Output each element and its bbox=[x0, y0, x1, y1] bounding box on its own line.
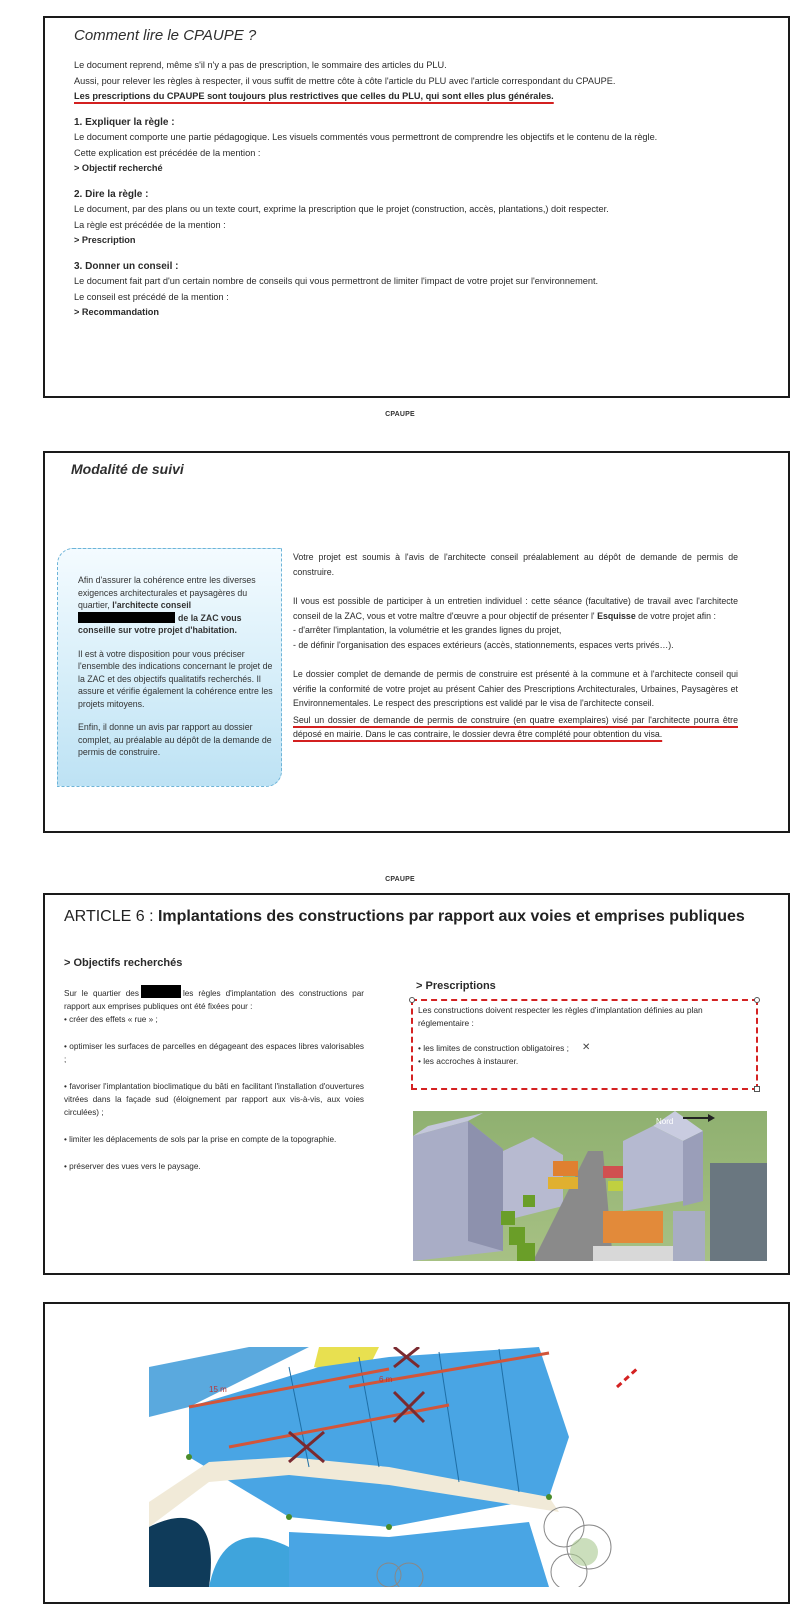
section-line: Le document, par des plans ou un texte court, exprime la prescription que le projet (construction, accès, plantations,) doit respecter. bbox=[74, 204, 609, 214]
objective-item: • favoriser l'implantation bioclimatique du bâti en facilitant l'installation d'ouvertures vitrées dans la façade sud (éloignement par rapport aux vis-à-vis, aux voies circulées) ; bbox=[64, 1082, 364, 1117]
section-advice bbox=[74, 259, 774, 321]
objective-item: • optimiser les surfaces de parcelles en dégageant des espaces libres valorisables ; bbox=[64, 1042, 364, 1064]
paragraph-text: Il vous est possible de participer à un entretien individuel : cette séance (facultative) de travail avec l'architecte conseil de la ZAC, vous et votre maître d'œuvre a pour objectif de présenter l' bbox=[293, 596, 738, 621]
underlined-paragraph bbox=[293, 713, 738, 742]
article-6-panel bbox=[43, 893, 790, 1275]
regulatory-plan-panel bbox=[43, 1302, 790, 1604]
paragraph-text: de votre projet afin : bbox=[638, 610, 716, 621]
redaction-bar bbox=[78, 612, 175, 623]
bubble-bold: de la ZAC vous conseille sur votre projet d'habitation. bbox=[78, 612, 242, 635]
reading-guide-body bbox=[74, 58, 774, 321]
page-caption: CPAUPE bbox=[385, 411, 415, 418]
section-mention: > Prescription bbox=[74, 235, 136, 245]
follow-up-text bbox=[293, 550, 738, 757]
intro-line: Aussi, pour relever les règles à respecter, il vous suffit de mettre côte à côte l'article du PLU avec l'article correspondant du CPAUPE. bbox=[74, 75, 616, 86]
objectives-list bbox=[64, 985, 364, 1187]
close-icon[interactable]: ✕ bbox=[582, 1042, 591, 1053]
bullet-item: - d'arrêter l'implantation, la volumétrie et les grandes lignes du projet, bbox=[293, 625, 562, 635]
objectives-intro bbox=[64, 985, 364, 1026]
resize-handle[interactable] bbox=[754, 997, 760, 1003]
bubble-paragraph bbox=[78, 574, 273, 637]
section-heading: 3. Donner un conseil : bbox=[74, 260, 179, 272]
intro-line: Le document reprend, même s'il n'y a pas de prescription, le sommaire des articles du PLU. bbox=[74, 60, 447, 70]
regulatory-plan-map bbox=[149, 1347, 639, 1587]
bubble-paragraph: Il est à votre disposition pour vous préciser l'ensemble des indications concernant le projet de la ZAC et des objectifs qualitatifs recherchés. Il assure et vérifie également la cohérence entre les projets mitoyens. bbox=[78, 648, 273, 709]
prescriptions-box[interactable] bbox=[411, 999, 758, 1090]
section-heading: 2. Dire la règle : bbox=[74, 188, 149, 200]
resize-handle[interactable] bbox=[409, 997, 415, 1003]
bubble-text: Afin d'assurer la cohérence entre les diverses exigences architecturales et paysagères du quartier, bbox=[78, 575, 256, 610]
section-line: Le document comporte une partie pédagogique. Les visuels commentés vous permettront de comprendre les objectifs et le contenu de la règle. bbox=[74, 132, 658, 142]
objective-item: • créer des effets « rue » ; bbox=[64, 1015, 158, 1024]
reading-guide-panel bbox=[43, 16, 790, 398]
bullet-item: - de définir l'organisation des espaces extérieurs (accès, stationnements, espaces verts privés…). bbox=[293, 639, 674, 650]
prescriptions-heading: > Prescriptions bbox=[416, 980, 496, 992]
section-mention: > Objectif recherché bbox=[74, 163, 163, 173]
paragraph: Le dossier complet de demande de permis de construire est présenté à la commune et à l'architecte conseil qui vérifie la conformité de votre projet au présent Cahier des Prescriptions Architecturales, Urbaines, Paysagères et Environnementales. Le respect des prescriptions est validé par le visa de l'architecte conseil. bbox=[293, 669, 738, 708]
section-explain bbox=[74, 115, 774, 177]
redaction-bar bbox=[141, 985, 181, 998]
panel-title: Modalité de suivi bbox=[71, 461, 184, 477]
section-line: Le conseil est précédé de la mention : bbox=[74, 291, 229, 302]
bubble-paragraph: Enfin, il donne un avis par rapport au dossier complet, au préalable au dépôt de la demande de permis de construire. bbox=[78, 722, 272, 757]
prescription-text: Les constructions doivent respecter les règles d'implantation définies au plan réglementaire : bbox=[418, 1005, 703, 1028]
objectives-heading: > Objectifs recherchés bbox=[64, 957, 183, 969]
section-heading: 1. Expliquer la règle : bbox=[74, 116, 175, 128]
section-line: Le document fait part d'un certain nombre de conseils qui vous permettront de limiter l'impact de votre projet sur l'environnement. bbox=[74, 276, 599, 286]
objective-item: • préserver des vues vers le paysage. bbox=[64, 1162, 201, 1171]
section-line: Cette explication est précédée de la mention : bbox=[74, 147, 261, 158]
info-bubble bbox=[57, 548, 282, 787]
objective-item: • limiter les déplacements de sols par la prise en compte de la topographie. bbox=[64, 1135, 337, 1144]
article-title bbox=[64, 908, 745, 926]
paragraph-bold: Esquisse bbox=[597, 610, 636, 621]
bubble-bold: l'architecte conseil bbox=[112, 600, 192, 610]
highlight-sentence: Les prescriptions du CPAUPE sont toujours plus restrictives que celles du PLU, qui sont elles plus générales. bbox=[74, 91, 554, 101]
prescription-item: • les accroches à instaurer. bbox=[418, 1056, 519, 1066]
plan-label: 15 m bbox=[209, 1385, 227, 1394]
north-label: Nord bbox=[656, 1117, 674, 1126]
underlined-text: Seul un dossier de demande de permis de construire (en quatre exemplaires) visé par l'architecte pourra être déposé en mairie. Dans le cas contraire, le dossier devra être complété pour obtention du visa. bbox=[293, 714, 738, 739]
follow-up-panel bbox=[43, 451, 790, 833]
section-line: La règle est précédée de la mention : bbox=[74, 219, 226, 230]
page-caption: CPAUPE bbox=[385, 876, 415, 883]
panel-title: Comment lire le CPAUPE ? bbox=[74, 27, 257, 44]
section-rule bbox=[74, 187, 774, 249]
plan-label: 6 m bbox=[379, 1375, 393, 1384]
article-heading: Implantations des constructions par rapport aux voies et emprises publiques bbox=[157, 908, 745, 925]
paragraph: Votre projet est soumis à l'avis de l'architecte conseil préalablement au dépôt de demande de permis de construire. bbox=[293, 552, 738, 577]
street-illustration bbox=[413, 1111, 767, 1261]
resize-handle[interactable] bbox=[754, 1086, 760, 1092]
paragraph bbox=[293, 594, 738, 652]
objectives-text: les règles d'implantation des constructions par rapport aux emprises publiques ont été fixées pour : bbox=[64, 989, 364, 1011]
prescription-item: • les limites de construction obligatoires ; bbox=[418, 1043, 569, 1053]
article-number: ARTICLE 6 : bbox=[64, 908, 154, 925]
objectives-text: Sur le quartier des bbox=[64, 989, 139, 998]
section-mention: > Recommandation bbox=[74, 307, 160, 317]
